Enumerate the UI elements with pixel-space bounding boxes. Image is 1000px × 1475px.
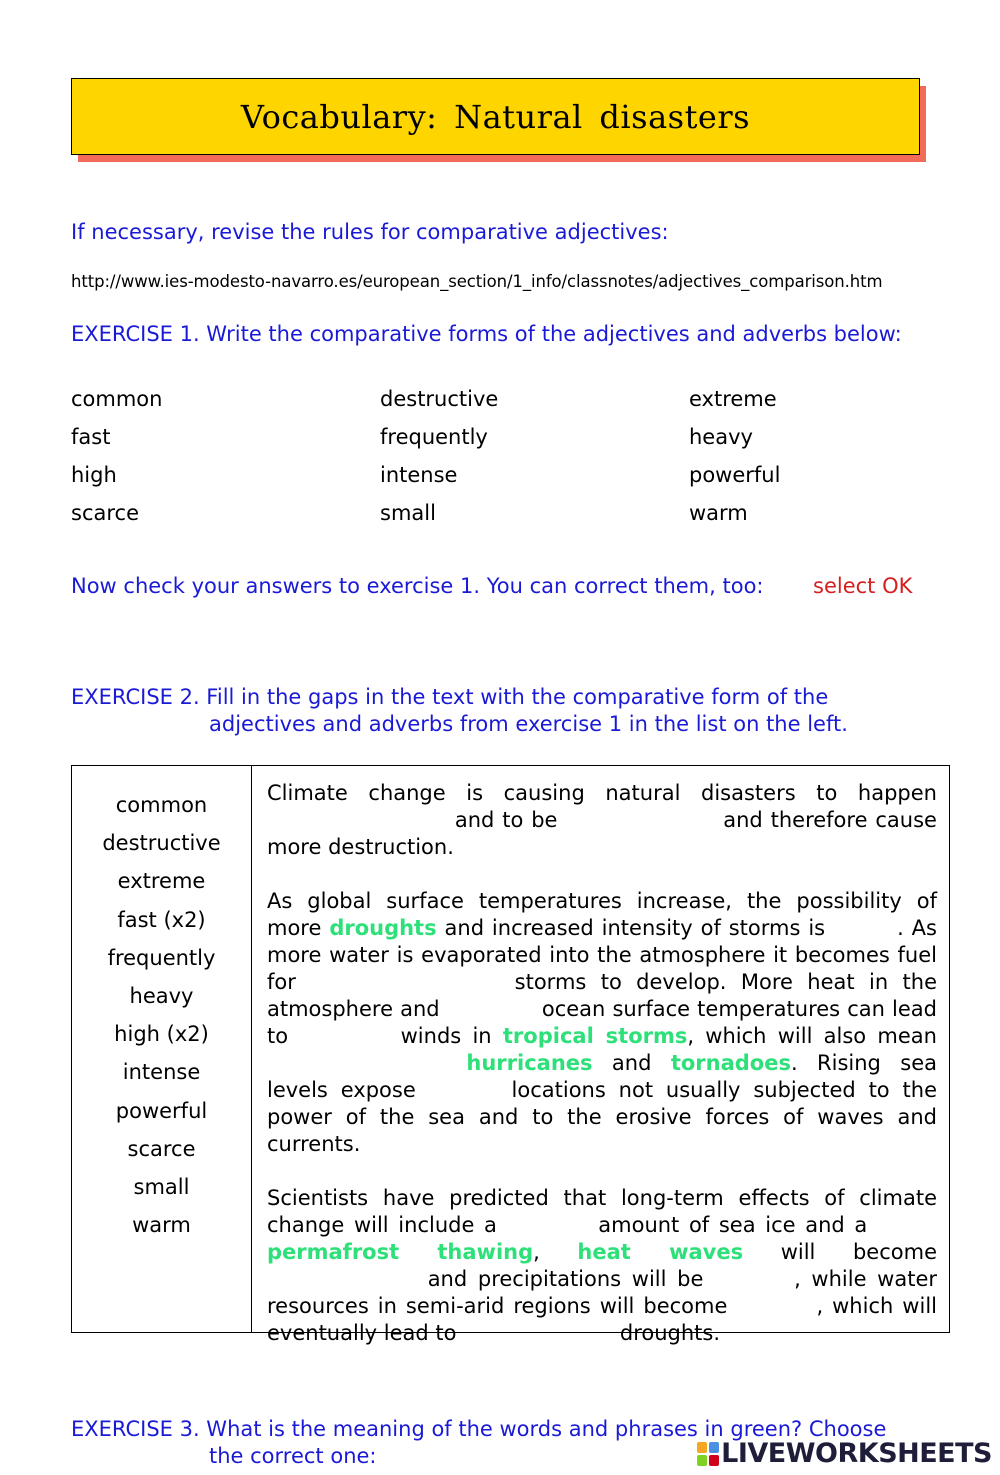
text-span: will become (780, 1240, 937, 1264)
text-span: amount of sea ice and a (598, 1213, 868, 1237)
list-item: small (133, 1174, 190, 1199)
list-item: scarce (127, 1136, 196, 1161)
exercise2-word-list (72, 766, 252, 1332)
green-term: heat waves (577, 1240, 744, 1264)
list-item: powerful (115, 1098, 208, 1123)
exercise1-heading: EXERCISE 1. Write the comparative forms of the adjectives and adverbs below: (71, 322, 902, 346)
list-item: fast (x2) (117, 907, 206, 932)
text-span: and (611, 1051, 652, 1075)
select-ok-dropdown[interactable]: select OK (813, 574, 913, 598)
list-item: high (x2) (114, 1022, 209, 1047)
text-span: Climate change is causing natural disasters to happen (267, 781, 937, 805)
text-span: locations not usually subjected to the power of the sea and to the erosive forces of waves and currents. (267, 1078, 937, 1156)
paragraph-2 (267, 888, 937, 1158)
exercise3-heading-line1: EXERCISE 3. What is the meaning of the words and phrases in green? Choose (71, 1417, 887, 1441)
green-term: hurricanes (466, 1051, 593, 1075)
word-item: extreme (689, 387, 777, 411)
text-span: storms to develop. More heat in the atmosphere and (267, 970, 937, 1021)
text-span: and increased intensity of storms is (444, 916, 826, 940)
text-span: and to be (454, 808, 558, 832)
text-span: ocean surface temperatures can lead to (267, 997, 937, 1048)
list-item: destructive (102, 831, 221, 856)
paragraph-1 (267, 780, 937, 861)
word-item: scarce (71, 501, 139, 525)
word-item: small (380, 501, 436, 525)
text-span: , which will eventually lead to (267, 1294, 937, 1345)
word-item: fast (71, 425, 111, 449)
list-item: warm (132, 1213, 191, 1238)
word-item: powerful (689, 463, 781, 487)
word-item: warm (689, 501, 748, 525)
green-term: permafrost thawing (267, 1240, 534, 1264)
word-item: high (71, 463, 117, 487)
text-span: Scientists have predicted that long-term effects of climate change will include a (267, 1186, 937, 1237)
liveworksheets-logo[interactable] (697, 1438, 992, 1469)
text-span: and therefore cause more destruction. (267, 808, 937, 859)
list-item: heavy (129, 983, 194, 1008)
text-span: winds in (400, 1024, 492, 1048)
word-item: common (71, 387, 163, 411)
list-item: extreme (117, 869, 206, 894)
exercise2-heading-line1: EXERCISE 2. Fill in the gaps in the text with the comparative form of the (71, 685, 829, 709)
revise-text: If necessary, revise the rules for comparative adjectives: (71, 220, 669, 244)
exercise3-heading-line2: the correct one: (209, 1444, 377, 1468)
page-title-text: Vocabulary: Natural disasters (240, 97, 751, 136)
list-item: frequently (107, 945, 216, 970)
word-item: heavy (689, 425, 753, 449)
logo-text: LIVEWORKSHEETS (721, 1438, 992, 1469)
exercise2-heading-line2: adjectives and adverbs from exercise 1 in the list on the left. (209, 712, 848, 736)
text-span: droughts. (619, 1321, 721, 1345)
green-term: tropical storms (502, 1024, 688, 1048)
word-item: intense (380, 463, 458, 487)
text-span: As global surface temperatures increase, the possibility of more (267, 889, 937, 940)
text-span: and precipitations will be (427, 1267, 704, 1291)
list-item: intense (122, 1060, 201, 1085)
reference-url[interactable]: http://www.ies-modesto-navarro.es/european_section/1_info/classnotes/adjectives_comparison.htm (71, 272, 883, 291)
green-term: droughts (329, 916, 437, 940)
text-span: , which will also mean (687, 1024, 937, 1048)
word-item: destructive (380, 387, 499, 411)
green-term: tornadoes (670, 1051, 791, 1075)
check-answers-text: Now check your answers to exercise 1. You can correct them, too: (71, 574, 764, 598)
liveworksheets-logo-icon (697, 1442, 719, 1466)
exercise1-word-grid (71, 380, 951, 532)
text-span: . Rising sea levels expose (267, 1051, 937, 1102)
list-item: common (115, 793, 208, 817)
page-title (71, 78, 920, 155)
exercise2-table (71, 765, 950, 1345)
text-span: . As more water is evaporated into the atmosphere it becomes fuel for (267, 916, 937, 994)
exercise2-text (267, 780, 937, 1374)
text-span: , while water resources in semi-arid regions will become (267, 1267, 938, 1318)
word-item: frequently (380, 425, 488, 449)
paragraph-3 (267, 1185, 937, 1347)
text-span: , (533, 1240, 540, 1264)
